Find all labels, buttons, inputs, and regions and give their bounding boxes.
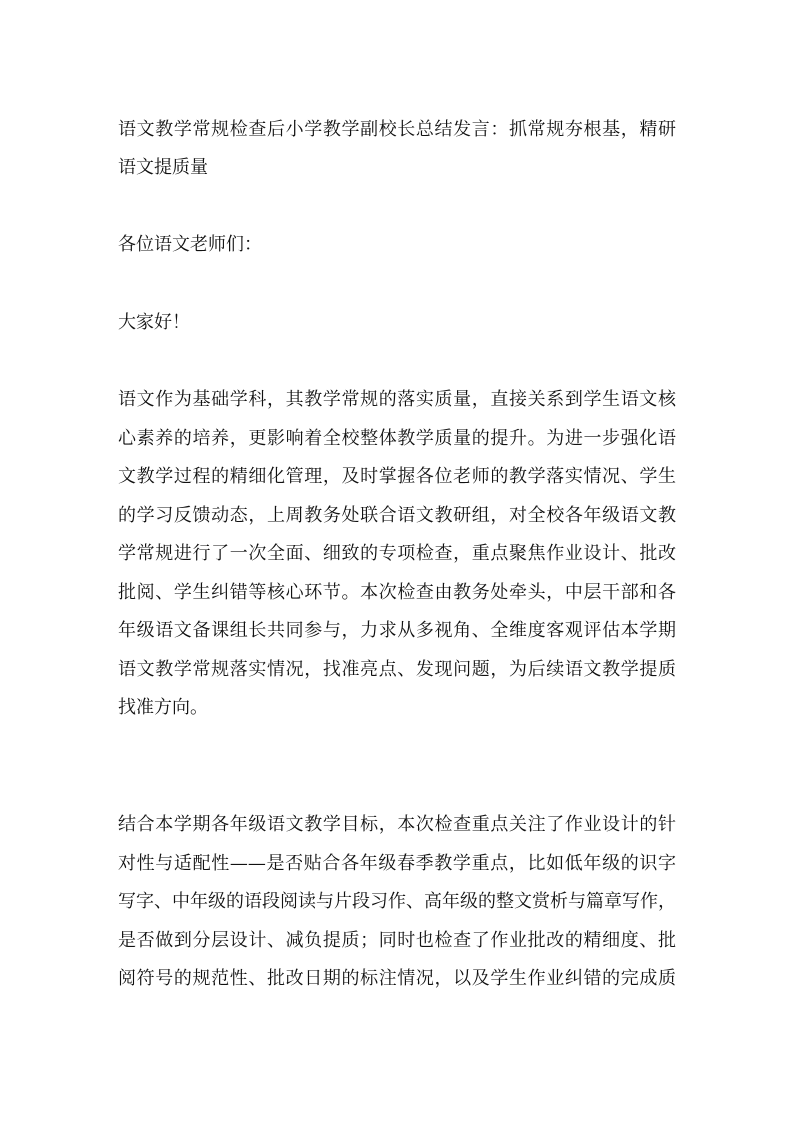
paragraph-line: 心素养的培养，更影响着全校整体教学质量的提升。为进一步强化语 — [118, 428, 676, 449]
paragraph-line: 学常规进行了一次全面、细致的专项检查，重点聚焦作业设计、批改 — [118, 543, 676, 564]
salutation: 大家好！ — [118, 312, 190, 333]
paragraph-line: 年级语文备课组长共同参与，力求从多视角、全维度客观评估本学期 — [118, 620, 676, 641]
paragraph-line: 找准方向。 — [118, 697, 208, 718]
document-title-line-2: 语文提质量 — [118, 157, 208, 178]
paragraph-line: 是否做到分层设计、减负提质；同时也检查了作业批改的精细度、批 — [118, 930, 676, 951]
paragraph-line: 批阅、学生纠错等核心环节。本次检查由教务处牵头，中层干部和各 — [118, 582, 676, 603]
document-title-line-1: 语文教学常规检查后小学教学副校长总结发言：抓常规夯根基，精研 — [118, 119, 676, 140]
paragraph-line: 文教学过程的精细化管理，及时掌握各位老师的教学落实情况、学生 — [118, 466, 676, 487]
greeting: 各位语文老师们： — [118, 234, 262, 255]
paragraph-line: 结合本学期各年级语文教学目标，本次检查重点关注了作业设计的针 — [118, 814, 676, 835]
paragraph-line: 语文作为基础学科，其教学常规的落实质量，直接关系到学生语文核 — [118, 389, 676, 410]
paragraph-line: 阅符号的规范性、批改日期的标注情况，以及学生作业纠错的完成质 — [118, 968, 676, 989]
paragraph-line: 的学习反馈动态，上周教务处联合语文教研组，对全校各年级语文教 — [118, 505, 676, 526]
paragraph-line: 对性与适配性——是否贴合各年级春季教学重点，比如低年级的识字 — [118, 853, 676, 874]
paragraph-line: 写字、中年级的语段阅读与片段习作、高年级的整文赏析与篇章写作， — [118, 891, 676, 912]
paragraph-line: 语文教学常规落实情况，找准亮点、发现问题，为后续语文教学提质 — [118, 659, 676, 680]
